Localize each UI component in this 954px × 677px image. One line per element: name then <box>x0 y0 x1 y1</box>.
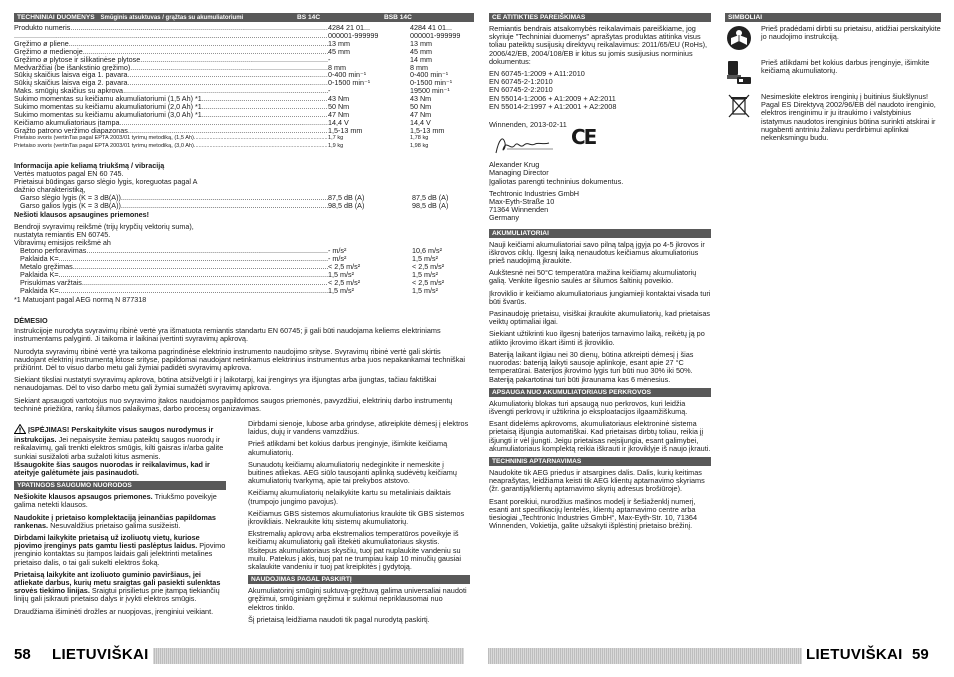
spec-value-bs14c: 1,7 kg <box>328 134 344 141</box>
symbol-row-battery <box>725 59 941 85</box>
ce-company <box>489 190 711 223</box>
spec-label: Sukimo momentas su keičiamu akumuliatoriumi (1,5 Ah) *1 <box>14 95 202 104</box>
ce-signer <box>489 161 711 177</box>
spec-value-bs14c: 8 mm <box>328 63 346 72</box>
spec-header-col1: BS 14C <box>297 14 321 21</box>
warning-keep: Išsaugokite šias saugos nuorodas ir reikalavimus, kad ir ateityje galėtumėte jais pasinaudoti. <box>14 459 210 478</box>
vibration-intro-line: Bendroji svyravimų reikšmė (trijų krypčių vektorių suma), <box>14 221 194 231</box>
mid-paragraph: Ekstremalių apkrovų arba ekstremalios temperatūros poveikyje iš keičiamų akumuliatorių gali ištekėti akumuliatoriaus skystis. Išsitepus akumuliatoriaus skysčiu, tuoj pat nuplaukite vandeniu su muilu. Patekus į akis, tuoj pat ne trumpiau kaip 10 minučių gausiai skalaukite vandeniu ir tuoj pat kreipkitės į gydytoją. <box>248 529 461 572</box>
battery-paragraph: Įkroviklio ir keičiamo akumuliatoriaus jungiamieji kontaktai visada turi būti švarūs. <box>489 288 711 306</box>
spec-value-bsb14c: 43 Nm <box>410 95 432 104</box>
spec-header-subtitle: Smūginis atsuktuvas / grąžtas su akumuliatoriumi <box>100 15 244 21</box>
spec-label: Sukimo momentas su keičiamu akumuliatoriumi (3,0 Ah) *1 <box>14 110 202 119</box>
right-column-2 <box>725 13 941 150</box>
warning-lead: ĮSPĖJIMAS! Perskaitykite visus saugos nurodymus ir instrukcijas. <box>14 425 214 445</box>
battery-paragraph: Bateriją laikant ilgiau nei 30 dienų, būtina atkreipti dėmesį į šias nuorodas: bateriją laikyti sausoje aplinkoje, esant apie 27 °C temperatūrai. Baterijos įkrovimo lygis turi būti nuo 30% iki 50%. Bateriją pakartotinai turi būti įkraunama kas 6 mėnesius. <box>489 349 694 384</box>
vibration-row-value-bs14c: < 2,5 m/s² <box>328 263 361 272</box>
right-column-1 <box>489 13 711 534</box>
ce-standards <box>489 70 711 111</box>
noise-intro-line: Vertės matuotos pagal EN 60 745. <box>14 169 124 179</box>
vibration-row-value-bs14c: < 2,5 m/s² <box>328 279 361 288</box>
spec-value-bsb14c: 14 mm <box>410 55 432 64</box>
protection-paragraph: Akumuliatorių blokas turi apsaugą nuo perkrovos, kuri leidžia išvengti perkrovų ir užtikrina jo eksploatacijos ilgaamžiškumą. <box>489 398 688 416</box>
spec-label: Gręžimo ø medienoje <box>14 47 83 56</box>
vibration-intro-line: Vibravimų emisijos reikšmė ah <box>14 237 111 247</box>
mid-paragraph: Prieš atlikdami bet kokius darbus įrenginyje, išimkite keičiamą akumuliatorių. <box>248 439 448 457</box>
spec-label: Sūkių skaičius laisva eiga 1. pavara <box>14 71 128 80</box>
safety-item-text: Sraigtui prisilietus prie įtampą tiekiančių linijų gali įsikrauti prietaiso dalys ir įvykti elektros smūgis. <box>14 586 220 604</box>
spec-value-bs14c: 45 mm <box>328 47 350 56</box>
spec-label: Prietaiso svoris (vertinTas pagal EPTA 2003/01 tyrimų metodiką, (1,5 Ah) <box>14 134 194 141</box>
ce-mark: CE <box>571 125 596 150</box>
safety-item-text: Triukšmo poveikyje galima netekti klausos. <box>14 492 217 510</box>
ce-authorized: Įgaliotas parengti techninius dokumentus. <box>489 176 624 186</box>
ce-company-line: 71364 Winnenden <box>489 205 549 215</box>
ce-header-bar: CE ATITIKTIES PAREIŠKIMAS <box>489 13 711 22</box>
ce-text: Remiantis bendrais atsakomybės reikalavimais pareiškiame, jog skyriuje "Techniniai duomenys" aprašytas produktas atitinka visus toliau pateiktų susijusių direktyvų reikalavimus: 2011/65/EU (RoHs), 2006/42/EB, 2004/108/EB ir kitus su jomis susijusius norminius dokumentus: <box>489 24 708 66</box>
spec-value-bsb14c: 45 mm <box>410 47 432 56</box>
battery-paragraph: Siekiant užtikrinti kuo ilgesnį baterijos tarnavimo laiką, reikėtų ją po atlikto įkrovimo iškart išimti iš įkroviklio. <box>489 329 705 347</box>
spec-value-bsb14c: 13 mm <box>410 39 432 48</box>
spec-label: Maks. smūgių skaičius su apkrova <box>14 87 124 96</box>
vibration-row-label: Paklaida K= <box>20 271 59 280</box>
right-footer-language: LIETUVIŠKAI <box>802 646 907 664</box>
ce-signer-line: Managing Director <box>489 168 549 178</box>
safety-item-text: Nesuvaldžius prietaiso galima susižeisti. <box>48 520 181 530</box>
vibration-row-value-bs14c: - m/s² <box>328 255 347 264</box>
mid-paragraph: Keičiamus GBS sistemos akumuliatorius kraukite tik GBS sistemos įkrovikliais. Nekraukite kitų sistemų akumuliatorių. <box>248 508 465 527</box>
spec-value-bsb14c: 50 Nm <box>410 103 432 111</box>
vibration-row-value-bsb14c: 1,5 m/s² <box>412 255 438 264</box>
service-paragraph: Naudokite tik AEG priedus ir atsargines dalis. Dalis, kurių keitimas neaprašytas, leidžiama keisti tik AEG klientų aptarnavimo skyriams (žr. garantiją/klientų aptarnavimo skyrių adresus brošiūroje). <box>489 467 705 494</box>
protection-paragraph: Esant didelėms apkrovoms, akumuliatoriaus elektroninė sistema prietaisą išjungia automatiškai. Kad prietaisas dirbtų toliau, reikia jį išjungti ir vėl įjungti. Jeigu prietaisas neįsijungia, esant galimybei, akumuliatoriaus komplektą reikia iškrauti ir įkroviklyje iš naujo įkrauti. <box>489 419 711 453</box>
spec-value-bs14c: 43 Nm <box>328 95 350 104</box>
symbol-row-disposal <box>725 93 941 142</box>
ce-company-line: Germany <box>489 213 520 223</box>
safety-item-bold: Naudokite į prietaiso komplektaciją įeinančias papildomas rankenas. <box>14 512 216 530</box>
sound-row-value-bs14c: 87,5 dB (A) <box>328 194 365 203</box>
vibration-row-value-bs14c: 1,5 m/s² <box>328 271 354 280</box>
ce-place-date: Winnenden, 2013-02-11 <box>489 120 567 130</box>
ear-protection-note: Nešioti klausos apsaugines priemones! <box>14 209 150 219</box>
spec-value-bs14c: 0-400 min⁻¹ <box>328 71 367 80</box>
spec-value-bs14c: 4284 21 01... <box>328 24 370 32</box>
safety-item-text: Pjovimo įrenginio kontaktas su įtampos laidais gali įelektrinti metalines prietaiso dalis, o tai gali sukelti elektros šoką. <box>14 541 226 567</box>
ce-standard: EN 60745-1:2009 + A11:2010 <box>489 69 585 79</box>
spec-value-bsb14c: 8 mm <box>410 63 428 72</box>
crossed-bin-icon <box>725 93 753 119</box>
safety-item-bold: Dirbdami laikykite prietaisą už izoliuotų vietų, kuriose pjovimo įrenginys pats gamtu liesti paslėptus laidus. <box>14 533 200 551</box>
symbol-text-disposal: Nesimeskite elektros irenginių į buitinius šiukšlynus! Pagal ES Direktyvą 2002/96/EB dėl naudoto irenginio, elektros irenginimu ir ju itraukimo i valstybinius istatymus naudotos irenginius būtina surinkti atskirai ir nugabenti antriniu žaliavu perdirbimui aplinkai nekenksmingu budu. <box>761 92 936 143</box>
spec-label: Sūkių skaičius laisva eiga 2. pavara <box>14 79 128 88</box>
safety-header-bar: YPATINGOS SAUGUMO NUORODOS <box>14 481 226 490</box>
footnote: *1 Matuojant pagal AEG normą N 877318 <box>14 294 147 304</box>
vibration-row-label: Paklaida K= <box>20 287 59 296</box>
sound-row-value-bsb14c: 98,5 dB (A) <box>412 202 449 211</box>
demesio-title: DĖMESIO <box>14 316 48 325</box>
spec-value-bs14c: 50 Nm <box>328 103 350 111</box>
protection-paragraphs <box>489 400 711 453</box>
demesio-paragraph: Siekiant tiksliai nustatyti svyravimų apkrova, būtina atsižvelgti ir į laikotarpį, kai įrenginys yra išjungtas arba įjungtas, tačiau faktiškai nenaudojamas. Dėl to viso darbo metu gali žymiai sumažėti svyravimų apkrova. <box>14 375 437 393</box>
spec-label: Produkto numeris <box>14 24 71 32</box>
spec-value-bsb14c: 0-1500 min⁻¹ <box>410 79 453 88</box>
spec-label: Prietaiso svoris (vertinTas pagal EPTA 2003/01 tyrimų metodiką, (3,0 Ah) <box>14 142 194 149</box>
vibration-row-label: Betono perforavimas <box>20 246 87 255</box>
sound-row-value-bs14c: 98,5 dB (A) <box>328 202 365 211</box>
spec-value-bsb14c: 19500 min⁻¹ <box>410 87 450 96</box>
battery-header-bar: AKUMULIATORIAI <box>489 229 711 238</box>
spec-value-bsb14c: 0-400 min⁻¹ <box>410 71 449 80</box>
spec-value-bs14c: - <box>328 87 331 96</box>
vibration-row-label: Metalo gręžimas <box>20 263 73 272</box>
demesio-paragraph: Siekiant apsaugoti vartotojus nuo svyravimo įtakos naudojamos papildomos saugos priemonės, pavyzdžiui, elektrinių darbo instrumentų techninė priežiūra, rankų šilumos palaikymas, darbo procesų organizavimas. <box>14 395 453 413</box>
left-page-number: 58 <box>14 646 31 663</box>
vibration-row-value-bsb14c: 1,5 m/s² <box>412 287 438 296</box>
noise-intro-line: dažnio charakteristiką, <box>14 185 86 195</box>
spec-value-bs14c: 14,4 V <box>328 118 349 127</box>
spec-label: Gręžimo ø plytose ir silikatinėse plytose <box>14 55 141 64</box>
spec-value-bsb14c: 14,4 V <box>410 118 431 127</box>
spec-value-bs14c: 47 Nm <box>328 110 350 119</box>
mid-paragraph: Sunaudotų keičiamų akumuliatorių nedeginkite ir nemeskite į buitines atliekas. AEG siūlo tausojanti aplinką sudėvėtų keičiamų akumuliatorių tvarkymą, apie tai prekybos atstovo. <box>248 459 457 486</box>
demesio-paragraph: Instrukcijoje nurodyta svyravimų ribinė vertė yra išmatuota remiantis standartu EN 60745; ji gali būti naudojama keliems elektriniams instrumentams palyginti. Ji taikoma ir laikinai įvertinti svyravimų apkrovą. <box>14 326 441 344</box>
spec-value-bsb14c: 000001-999999 <box>410 31 461 40</box>
ce-signer-line: Alexander Krug <box>489 160 540 170</box>
symbol-text-battery: Prieš atlikdami bet kokius darbus įrenginyje, išimkite keičiamą akumuliatorių. <box>761 58 930 76</box>
battery-paragraph: Aukštesnė nei 50°C temperatūra mažina keičiamų akumuliatorių galią. Venkite ilgesnio saulės ar šilumos šaltinių poveikio. <box>489 268 697 286</box>
spec-value-bs14c: 0-1500 min⁻¹ <box>328 79 371 88</box>
ce-company-line: Techtronic Industries GmbH <box>489 188 580 198</box>
symbols-header-bar: SIMBOLIAI <box>725 13 941 22</box>
ce-standard: EN 55014-1:2006 + A1:2009 + A2:2011 <box>489 93 616 103</box>
spec-value-bs14c: 000001-999999 <box>328 31 379 40</box>
service-paragraphs <box>489 469 711 530</box>
vibration-row-value-bsb14c: < 2,5 m/s² <box>412 263 445 272</box>
spec-value-bsb14c: 1,5-13 mm <box>410 126 445 135</box>
spec-label: Gręžimo ø pliene <box>14 39 69 48</box>
battery-paragraph: Nauji keičiami akumuliatoriai savo pilną talpą įgyja po 4-5 įkrovos ir iškrovos ciklų. Ilgesnį laiką nenaudotus keičiamus akumuliatorius prieš naudojimą įkraukite. <box>489 239 705 266</box>
sound-row-label: Garso galios lygis (K = 3 dB(A)) <box>20 202 121 211</box>
spec-label: Grąžto patrono veržimo diapazonas <box>14 126 128 135</box>
mid-paragraph: Keičiamų akumuliatorių nelaikykite kartu su metaliniais daiktais (trumpojo jungimo pavojus). <box>248 488 451 506</box>
protection-header-bar: APSAUGA NUO AKUMULIATORIAUS PERKROVOS <box>489 388 711 397</box>
vibration-intro-line: nustatyta remiantis EN 60745. <box>14 229 111 239</box>
battery-paragraphs <box>489 241 711 384</box>
vibration-row-value-bsb14c: < 2,5 m/s² <box>412 279 445 288</box>
safety-item-bold: Prietaisą laikykite ant izoliuoto guminio paviršiaus, jei atliekate darbus, kurių metu sraigtas gali pasiekti sulenktas srovės tiekimo linijas. <box>14 569 221 596</box>
spec-value-bs14c: 1,9 kg <box>328 142 344 149</box>
spec-value-bs14c: 13 mm <box>328 39 350 48</box>
spec-header-title: TECHNINIAI DUOMENYS <box>17 14 95 21</box>
battery-paragraph: Pasinaudoję prietaisu, visiškai įkraukite akumuliatorių, kad prietaisas veiktų optimaliai ilgai. <box>489 309 711 327</box>
right-page-number: 59 <box>912 646 929 663</box>
spec-label: Medvaržčiai (be išankstinio gręžimo) <box>14 63 131 72</box>
safety-item-text: Draudžiama išiminėti drožles ar nuopjovas, įrenginiui veikiant. <box>14 606 214 616</box>
symbol-text-manual: Prieš pradėdami dirbti su prietaisu, atidžiai perskaitykite jo naudojimo instrukciją. <box>761 24 941 42</box>
ce-standard: EN 60745-2-1:2010 <box>489 77 553 87</box>
usage-paragraph: Akumuliatorinį smūginį suktuvą-gręžtuvą galima universaliai naudoti gręžimui, smūginiam gręžimui ir sukimui nepriklausomai nuo elektros tinklo. <box>248 586 467 612</box>
sound-row-label: Garso slėgio lygis (K = 3 dB(A)) <box>20 194 121 203</box>
read-manual-icon <box>725 25 753 51</box>
remove-battery-icon <box>725 59 753 85</box>
spec-label: Keičiamo akumuliatoriaus įtampa <box>14 118 120 127</box>
vibration-row-value-bs14c: 1,5 m/s² <box>328 287 354 296</box>
mid-paragraph: Dirbdami sienoje, lubose arba grindyse, atkreipkite dėmesį į elektros laidus, dujų ir vandens vamzdžius. <box>248 419 469 437</box>
spec-header-col2: BSB 14C <box>384 14 412 21</box>
left-footer-language: LIETUVIŠKAI <box>48 646 153 664</box>
spec-label: Sukimo momentas su keičiamu akumuliatoriumi (2,0 Ah) *1 <box>14 103 202 111</box>
vibration-row-label: Paklaida K= <box>20 255 59 264</box>
vibration-row-value-bs14c: - m/s² <box>328 246 347 255</box>
ce-standard: EN 60745-2-2:2010 <box>489 85 553 95</box>
noise-intro-line: Prietaisui būdingas garso slėgio lygis, koreguotas pagal A <box>14 177 198 187</box>
symbol-row-manual <box>725 25 941 51</box>
warning-text: Jei nepaisysite žemiau pateiktų saugos nuorodų ir reikalavimų, gali trenkti elektros smūgis, kilti gaisras ir/arba galite sunkiai susižaloti arba sužaloti kitus asmenis. <box>14 435 224 461</box>
usage-header-bar: NAUDOJIMAS PAGAL PASKIRTĮ <box>248 575 470 584</box>
spec-value-bsb14c: 47 Nm <box>410 110 432 119</box>
ce-company-line: Max-Eyth-Straße 10 <box>489 197 555 207</box>
spec-value-bsb14c: 1,78 kg <box>410 134 429 141</box>
vibration-row-value-bsb14c: 1,5 m/s² <box>412 271 438 280</box>
vibration-row-value-bsb14c: 10,6 m/s² <box>412 246 442 255</box>
usage-paragraph: Šį prietaisą leidžiama naudoti tik pagal nurodytą paskirtį. <box>248 614 430 624</box>
spec-value-bs14c: 1,5-13 mm <box>328 126 363 135</box>
demesio-paragraph: Nurodyta svyravimų ribinė vertė yra taikoma pagrindinėse elektrinio instrumento naudojimo srityse. Svyravimų ribinė vertė gali skirtis naudojant elektrinį instrumentą kitose srityse, papildomai naudojant netinkamus elektrinius instrumentus arba juos nepakankamai techniškai prižiūrint. Dėl to visuo darbo metu gali žymiai padidėti svyravimų apkrova. <box>14 346 466 373</box>
service-header-bar: TECHNINIS APTARNAVIMAS <box>489 457 711 466</box>
vibration-row-label: Prisukimas varžtais <box>20 279 82 288</box>
spec-value-bs14c: - <box>328 55 331 64</box>
signature-image <box>493 133 557 157</box>
spec-value-bsb14c: 1,98 kg <box>410 142 429 149</box>
safety-item-bold: Nešiokite klausos apsaugos priemones. <box>14 492 153 502</box>
noise-title: Informacija apie keliamą triukšmą / vibraciją <box>14 161 165 170</box>
spec-value-bsb14c: 4284 41 01... <box>410 24 452 32</box>
service-paragraph: Esant poreikiui, nurodžius mašinos modelį ir šešiaženklį numerį, esanti ant specifikacijų lentelės, klientų aptarnavimo centre arba tiesiogiai „Techtronic Industries GmbH“, Max-Eyth-Str. 10, 71364 Winnenden, Vokietija, galite užsakyti išplėstinį prietaiso brėžinį. <box>489 496 698 531</box>
sound-row-value-bsb14c: 87,5 dB (A) <box>412 194 449 203</box>
ce-standard: EN 55014-2:1997 + A1:2001 + A2:2008 <box>489 101 617 111</box>
